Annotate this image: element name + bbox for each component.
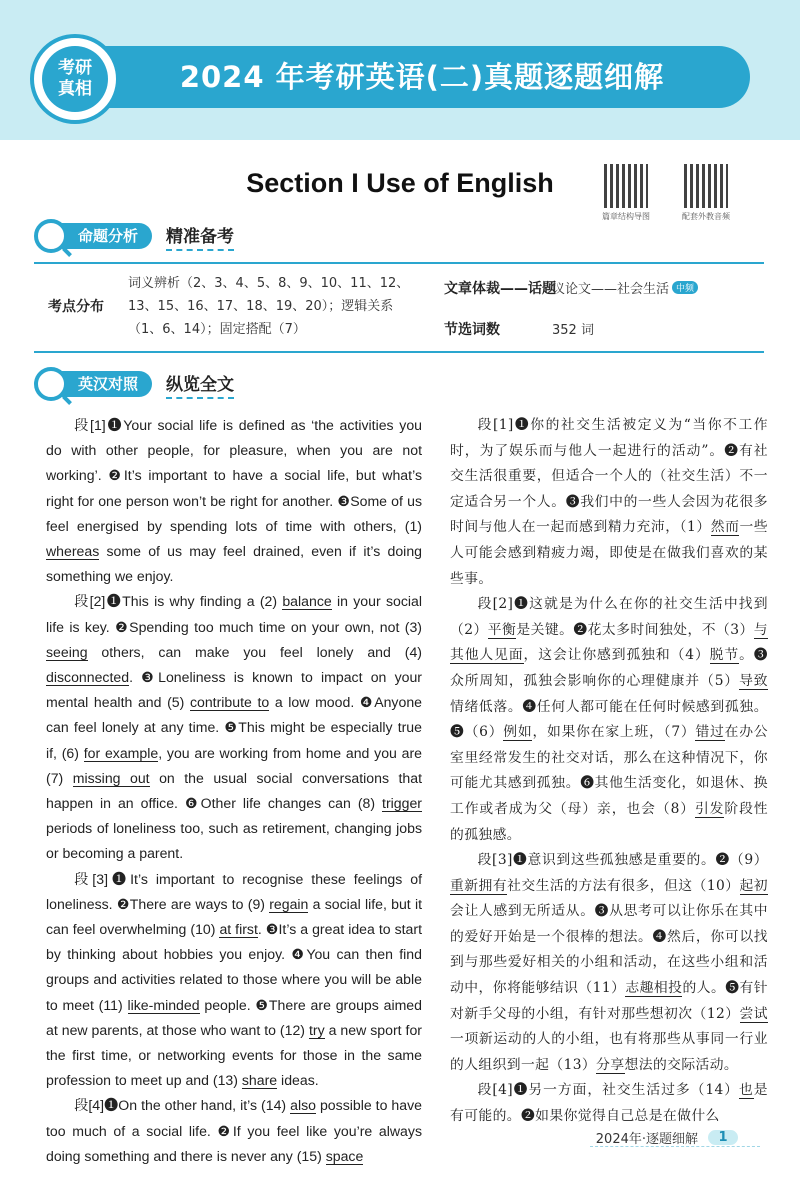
frequency-badge: 中频 <box>672 281 698 294</box>
qr-code-icon[interactable] <box>604 164 648 208</box>
heading-bilingual <box>34 366 234 402</box>
english-paragraph: 段[3]❶It’s important to recognise these feelings of loneliness. ❷There are ways to (9) regain a social life, but it can feel overwhelming (10) at first. ❸It’s a great idea to start by thinking about hobbies you enjoy. ❹You can then find groups and activities related to those where you will be able to meet (11) like-minded people. ❺There are groups aimed at new parents, at those who want to (12) try a new sport for the first time, or networking events for those in the same profession to meet up and (13) share ideas. <box>46 870 423 1089</box>
magnifier-icon <box>34 367 68 401</box>
header-banner <box>0 0 800 140</box>
page-footer <box>596 1128 738 1147</box>
chinese-paragraph: 段[3]❶意识到这些孤独感是重要的。❷（9）重新拥有社交生活的方法有很多，但这（10）起初会让人感到无所适从。❸从思考可以让你乐在其中的爱好开始是一个很棒的想法。❹然后，你可以找到与那些爱好相关的小组和活动，在这些小组和活动中，你将能够结识（11）志趣相投的人。❺有针对新手父母的小组，有针对那些想初次（12）尝试一项新运动的人的小组，也有将那些从事同一行业的人组织到一起（13）分享想法的交际活动。 <box>450 852 768 1073</box>
english-paragraph: 段[4]❶On the other hand, it’s (14) also possible to have too much of a social life. ❷If you feel like you’re always doing something and there is never any (15) space <box>46 1097 422 1164</box>
info-table <box>34 262 764 353</box>
footer-text: 2024年·逐题细解 <box>595 1132 698 1147</box>
chinese-paragraph: 段[1]❶你的社交生活被定义为“当你不工作时，为了娱乐而与他人一起进行的活动”。❷有社交生活很重要，但适合一个人的（社交生活）不一定适合另一个人。❸我们中的一些人会因为花很多时间与他人在一起而感到精力充沛，（1）然而一些人可能会感到精疲力竭，即使是在做我们喜欢的某些事。 <box>450 417 768 587</box>
english-column <box>46 413 422 1169</box>
info-value: 议论文——社会生活 中频 <box>552 278 698 297</box>
english-paragraph: 段[1]❶Your social life is defined as ‘the activities you do with other people, for pleasure, when you are not working’. ❷It’s important to have a social life, but what’s right for one person won’t be right for another. ❸Some of us feel energised by spending lots of time with others, (1) whereas some of us may feel drained, even if it’s doing something we enjoy. <box>46 417 422 585</box>
logo-line2: 真相 <box>58 79 92 99</box>
info-value: 352 词 <box>552 323 594 338</box>
section-title: Section I Use of English <box>246 168 554 198</box>
chinese-column <box>450 413 768 1130</box>
info-value: 词义辨析（2、3、4、5、8、9、10、11、12、13、15、16、17、18、19、20）；逻辑关系（1、6、14）；固定搭配（7） <box>128 276 410 337</box>
heading-subtitle: 纵览全文 <box>166 370 234 399</box>
english-paragraph: 段[2]❶This is why finding a (2) balance in your social life is key. ❷Spending too much time on your own, not (3) seeing others, can make you feel lonely and (4) disconnected. ❸Loneliness is known to impact on your mental health and (5) contribute to a low mood. ❹Anyone can feel lonely at any time. ❺This might be especially true if, (6) for example, you are working from home and you are (7) missing out on the usual social conversations that happen in an office. ❻Other life changes can (8) trigger periods of loneliness too, such as retirement, changing jobs or becoming a parent. <box>46 593 423 862</box>
info-key: 节选词数 <box>444 322 500 338</box>
logo-line1: 考研 <box>58 58 92 78</box>
heading-label: 命题分析 <box>62 223 152 249</box>
page-number: 1 <box>708 1130 738 1145</box>
qr-code-icon[interactable] <box>684 164 728 208</box>
chinese-paragraph: 段[4]❶另一方面，社交生活过多（14）也是有可能的。❷如果你觉得自己总是在做什么 <box>450 1082 768 1125</box>
chinese-paragraph: 段[2]❶这就是为什么在你的社交生活中找到（2）平衡是关键。❷花太多时间独处，不（3）与其他人见面，这会让你感到孤独和（4）脱节。❸众所周知，孤独会影响你的心理健康并（5）导致情绪低落。❹任何人都可能在任何时候感到孤独。❺（6）例如，如果你在家上班，（7）错过在办公室里经常发生的社交对话，那么在这种情况下，你可能尤其感到孤独。❻其他生活变化，如退休、换工作或者成为父（母）亲，也会（8）引发阶段性的孤独感。 <box>450 596 768 843</box>
qr-caption: 篇章结构导图 <box>602 212 650 221</box>
heading-subtitle: 精准备考 <box>166 222 234 251</box>
info-key: 考点分布 <box>48 299 104 315</box>
brand-logo-icon <box>30 34 120 124</box>
qr-caption: 配套外教音频 <box>682 212 730 221</box>
magnifier-icon <box>34 219 68 253</box>
title-pill <box>54 46 750 108</box>
info-key: 文章体裁——话题 <box>444 281 556 297</box>
page-title: 2024 年考研英语(二)真题逐题细解 <box>179 60 665 94</box>
heading-label: 英汉对照 <box>62 371 152 397</box>
heading-analysis <box>34 218 234 254</box>
